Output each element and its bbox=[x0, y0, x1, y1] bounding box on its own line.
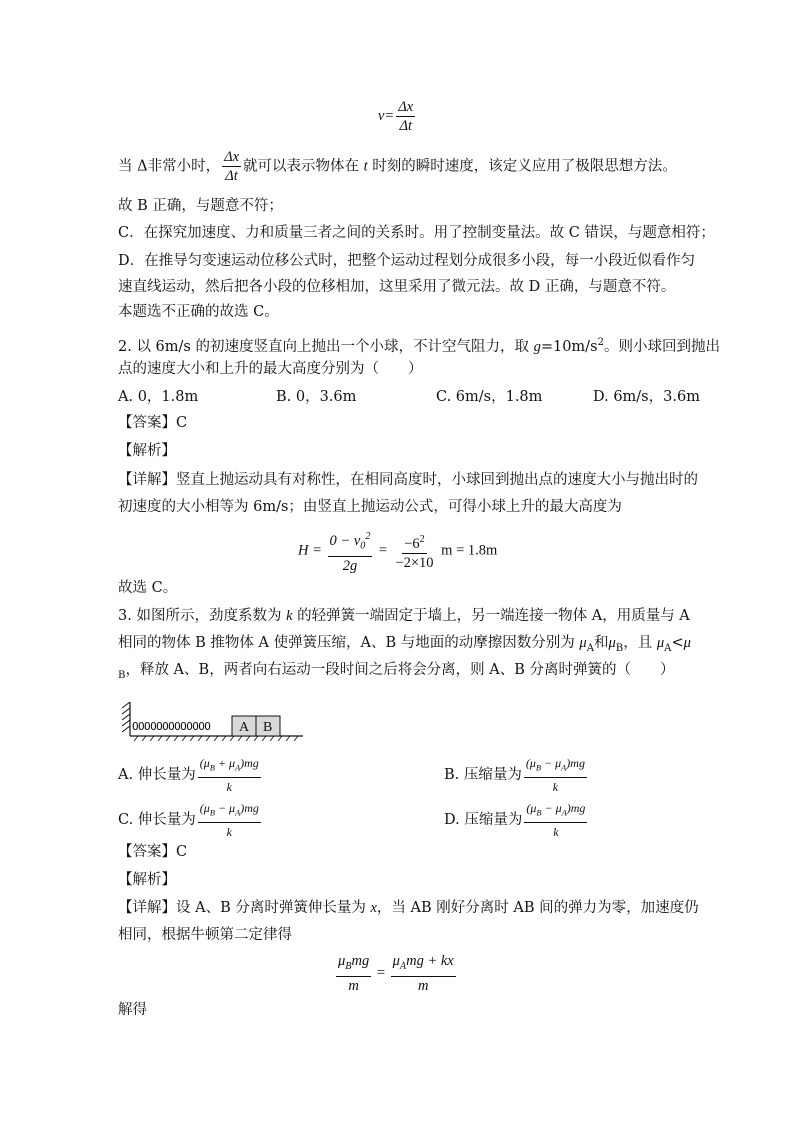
text-line: 故 B 正确，与题意不符； bbox=[118, 198, 283, 214]
option-b: B. 0，3.6m bbox=[276, 389, 357, 405]
q3-option-d: D. 压缩量为 $\frac{(\mu_B - \mu_A)mg}{k}$ bbox=[444, 801, 586, 840]
spring-block-diagram bbox=[118, 700, 308, 745]
block-a-label: A bbox=[239, 720, 250, 735]
equation-v: v= $\frac{\Delta x}{\Delta t}$ bbox=[378, 99, 414, 134]
analysis-label: 【解析】 bbox=[118, 443, 176, 459]
question-3: 3. 如图所示，劲度系数为 k 的轻弹簧一端固定于墙上，另一端连接一物体 A，用质量与 A bbox=[118, 608, 690, 624]
q3-option-c: C. 伸长量为 $\frac{(\mu_B - \mu_A)mg}{k}$ bbox=[118, 801, 259, 840]
wall bbox=[122, 702, 130, 736]
spring: OOOOOOOOOOOOO bbox=[132, 720, 211, 733]
paragraph-delta-t: 当 Δ非常小时， $\frac{\Delta x}{\Delta t}$ 就可以表示物体在 t 时刻的瞬时速度，该定义应用了极限思想方法。 bbox=[118, 149, 677, 184]
option-c: C. 6m/s，1.8m bbox=[436, 389, 543, 405]
option-d: D. 6m/s，3.6m bbox=[593, 389, 700, 405]
question-3-line3: $_B$，释放 A、B，两者向右运动一段时间之后将会分离，则 A、B 分离时弹簧的（ ） bbox=[118, 662, 675, 681]
detail-line: 相同，根据牛顿第二定律得 bbox=[118, 927, 292, 943]
equation-h: H = $\frac{0 - v_0^2}{2g}$ = $\frac{-6^2}{-2\times 10}$ m = 1.8m bbox=[298, 528, 497, 575]
analysis-label: 【解析】 bbox=[118, 872, 176, 888]
text-line: 本题选不正确的故选 C。 bbox=[118, 304, 279, 320]
select-line: 故选 C。 bbox=[118, 580, 178, 596]
detail-line: 【详解】设 A、B 分离时弹簧伸长量为 x，当 AB 刚好分离时 AB 间的弹力为零，加速度仍 bbox=[118, 900, 699, 916]
q3-option-a: A. 伸长量为 $\frac{(\mu_B + \mu_A)mg}{k}$ bbox=[118, 756, 259, 795]
answer-label: 【答案】C bbox=[118, 415, 188, 431]
question-3-line2: 相同的物体 B 推物体 A 使弹簧压缩，A、B 与地面的动摩擦因数分别为 $\mu_A$和$\mu_B$，且 $\mu_A<\mu$ bbox=[118, 635, 691, 654]
ground bbox=[130, 736, 303, 741]
answer-label: 【答案】C bbox=[118, 844, 188, 860]
detail-line: 【详解】竖直上抛运动具有对称性，在相同高度时，小球回到抛出点的速度大小与抛出时的 bbox=[118, 472, 698, 488]
detail-line: 初速度的大小相等为 6m/s；由竖直上抛运动公式，可得小球上升的最大高度为 bbox=[118, 499, 622, 515]
question-2: 2. 以 6m/s 的初速度竖直向上抛出一个小球，不计空气阻力，取 $g=10m/s^2$。则小球回到抛出 bbox=[118, 337, 720, 355]
block-b-label: B bbox=[263, 720, 273, 735]
text-line: D．在推导匀变速运动位移公式时，把整个运动过程划分成很多小段，每一小段近似看作匀 bbox=[118, 253, 696, 269]
equation-newton: $\frac{\mu_Bmg}{m}$ = $\frac{\mu_Amg + kx}{m}$ bbox=[338, 953, 454, 994]
question-2-line2: 点的速度大小和上升的最大高度分别为（ ） bbox=[118, 361, 423, 377]
text-line: 速直线运动，然后把各小段的位移相加，这里采用了微元法。故 D 正确，与题意不符。 bbox=[118, 279, 676, 295]
solve-label: 解得 bbox=[118, 1002, 147, 1018]
option-a: A. 0，1.8m bbox=[118, 389, 199, 405]
q3-option-b: B. 压缩量为 $\frac{(\mu_B - \mu_A)mg}{k}$ bbox=[444, 756, 585, 795]
text-line: C．在探究加速度、力和质量三者之间的关系时。用了控制变量法。故 C 错误，与题意相符； bbox=[118, 225, 715, 241]
